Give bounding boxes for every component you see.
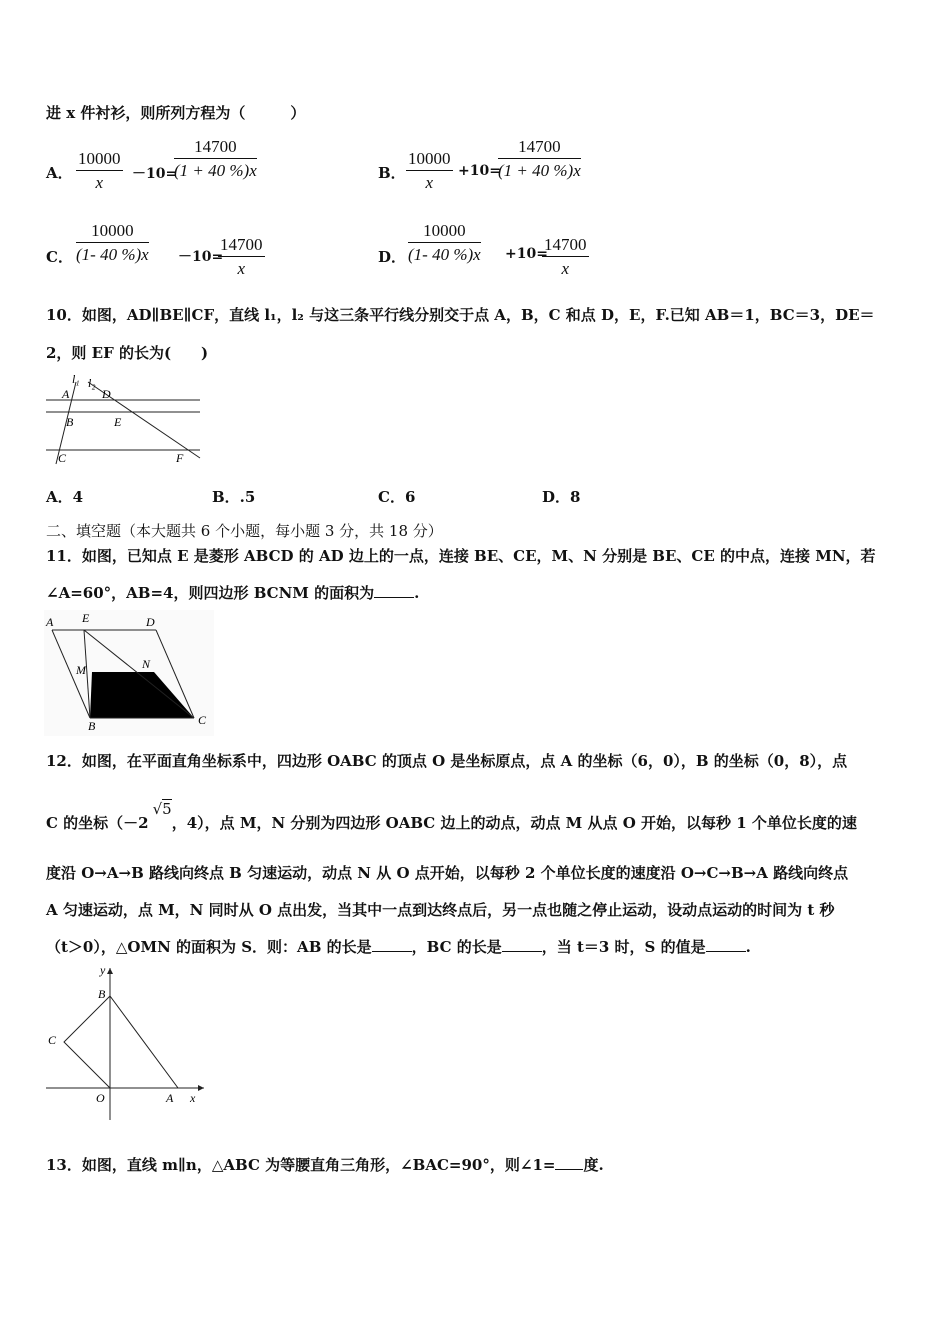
- fig10-label-e: E: [114, 415, 122, 429]
- q10-option-b: B．.5: [212, 488, 256, 506]
- q12-answer-blank-s[interactable]: [706, 951, 746, 952]
- q10-figure: [44, 372, 204, 468]
- fig11-label-e: E: [82, 611, 90, 625]
- q12-line-3: 度沿 O→A→B 路线向终点 B 匀速运动，动点 N 从 O 点开始，以每秒 2 个单位长度的速度沿 O→C→B→A 路线向终点: [46, 864, 849, 882]
- fig10-label-f: F: [176, 451, 184, 465]
- q9-b-fraction-2: 14700 (1 + 40 %)x: [498, 137, 581, 180]
- q12-answer-blank-ab[interactable]: [372, 951, 412, 952]
- q9-b-fraction-1: 10000 x: [408, 149, 451, 192]
- fig11-label-b: B: [88, 719, 96, 733]
- q10-option-a: A．4: [46, 488, 84, 506]
- q9-c-operator: －10=: [178, 249, 224, 265]
- q9-option-b-label: B．: [378, 164, 406, 182]
- q13-answer-blank[interactable]: [555, 1169, 583, 1170]
- fig12-label-c: C: [48, 1033, 57, 1047]
- q9-a-fraction-1: 10000 x: [78, 149, 121, 192]
- q9-b-operator: +10=: [458, 163, 501, 179]
- q12-line-4: A 匀速运动，点 M，N 同时从 O 点出发，当其中一点到达终点后，另一点也随之停止运动，设动点运动的时间为 t 秒: [46, 901, 835, 919]
- fig10-label-l1: l₁: [72, 372, 80, 386]
- q10-option-d: D．8: [542, 488, 581, 506]
- section-2-heading: 二、填空题（本大题共 6 个小题，每小题 3 分，共 18 分）: [46, 522, 443, 540]
- q13-line: 13．如图，直线 m∥n，△ABC 为等腰直角三角形，∠BAC=90°，则∠1= 度.: [46, 1156, 604, 1174]
- fig10-label-d: D: [102, 387, 111, 401]
- q11-figure: [44, 610, 214, 736]
- q9-a-operator: －10=: [132, 166, 178, 182]
- q9-option-d-label: D．: [378, 248, 407, 266]
- fig10-label-a: A: [62, 387, 70, 401]
- q9-c-fraction-1: 10000 (1- 40 %)x: [76, 221, 149, 264]
- q9-d-fraction-2: 14700 x: [544, 235, 587, 278]
- fig11-label-d: D: [146, 615, 155, 629]
- q9-option-c-label: C．: [46, 248, 73, 266]
- fig12-label-a: A: [166, 1091, 174, 1105]
- q12-line-1: 12．如图，在平面直角坐标系中，四边形 OABC 的顶点 O 是坐标原点，点 A 的坐标（6，0），B 的坐标（0，8），点: [46, 752, 848, 770]
- q11-line-1: 11．如图，已知点 E 是菱形 ABCD 的 AD 边上的一点，连接 BE、CE，M、N 分别是 BE、CE 的中点，连接 MN，若: [46, 547, 876, 565]
- q12-answer-blank-bc[interactable]: [502, 951, 542, 952]
- q11-line-2: ∠A=60°，AB=4，则四边形 BCNM 的面积为 .: [46, 584, 420, 602]
- sqrt-symbol: √: [152, 800, 163, 818]
- fig12-label-b: B: [98, 987, 106, 1001]
- q10-line-2: 2，则 EF 的长为( ): [46, 344, 209, 362]
- q12-figure: [44, 964, 210, 1124]
- q12-line-5: （t＞0），△OMN 的面积为 S．则：AB 的长是 ，BC 的长是 ，当 t＝3 时，S 的值是 .: [46, 938, 751, 956]
- q10-line-1: 10．如图，AD∥BE∥CF，直线 l₁，l₂ 与这三条平行线分别交于点 A，B，C 和点 D，E，F.已知 AB＝1，BC＝3，DE＝: [46, 306, 875, 324]
- q9-a-fraction-2: 14700 (1 + 40 %)x: [174, 137, 257, 180]
- fig11-label-c: C: [198, 713, 207, 727]
- fig12-label-y: y: [100, 964, 106, 977]
- fig11-label-a: A: [46, 615, 54, 629]
- fig10-label-c: C: [58, 451, 67, 465]
- fig12-label-o: O: [96, 1091, 105, 1105]
- q9-option-a-label: A．: [46, 164, 73, 182]
- q9-d-fraction-1: 10000 (1- 40 %)x: [408, 221, 481, 264]
- fig11-label-n: N: [142, 657, 151, 671]
- fig10-label-l2: l₂: [88, 376, 96, 390]
- q11-answer-blank[interactable]: [374, 597, 414, 598]
- q9-tail: 进 x 件衬衫，则所列方程为（ ）: [46, 104, 306, 122]
- q9-c-fraction-2: 14700 x: [220, 235, 263, 278]
- q10-option-c: C．6: [378, 488, 416, 506]
- q12-line-2: C 的坐标（－2√5，4），点 M，N 分别为四边形 OABC 边上的动点，动点 M 从点 O 开始，以每秒 1 个单位长度的速: [46, 800, 857, 832]
- fig12-label-x: x: [190, 1091, 196, 1105]
- fig10-label-b: B: [66, 415, 74, 429]
- q9-d-operator: +10=: [505, 246, 548, 262]
- fig11-label-m: M: [76, 663, 86, 677]
